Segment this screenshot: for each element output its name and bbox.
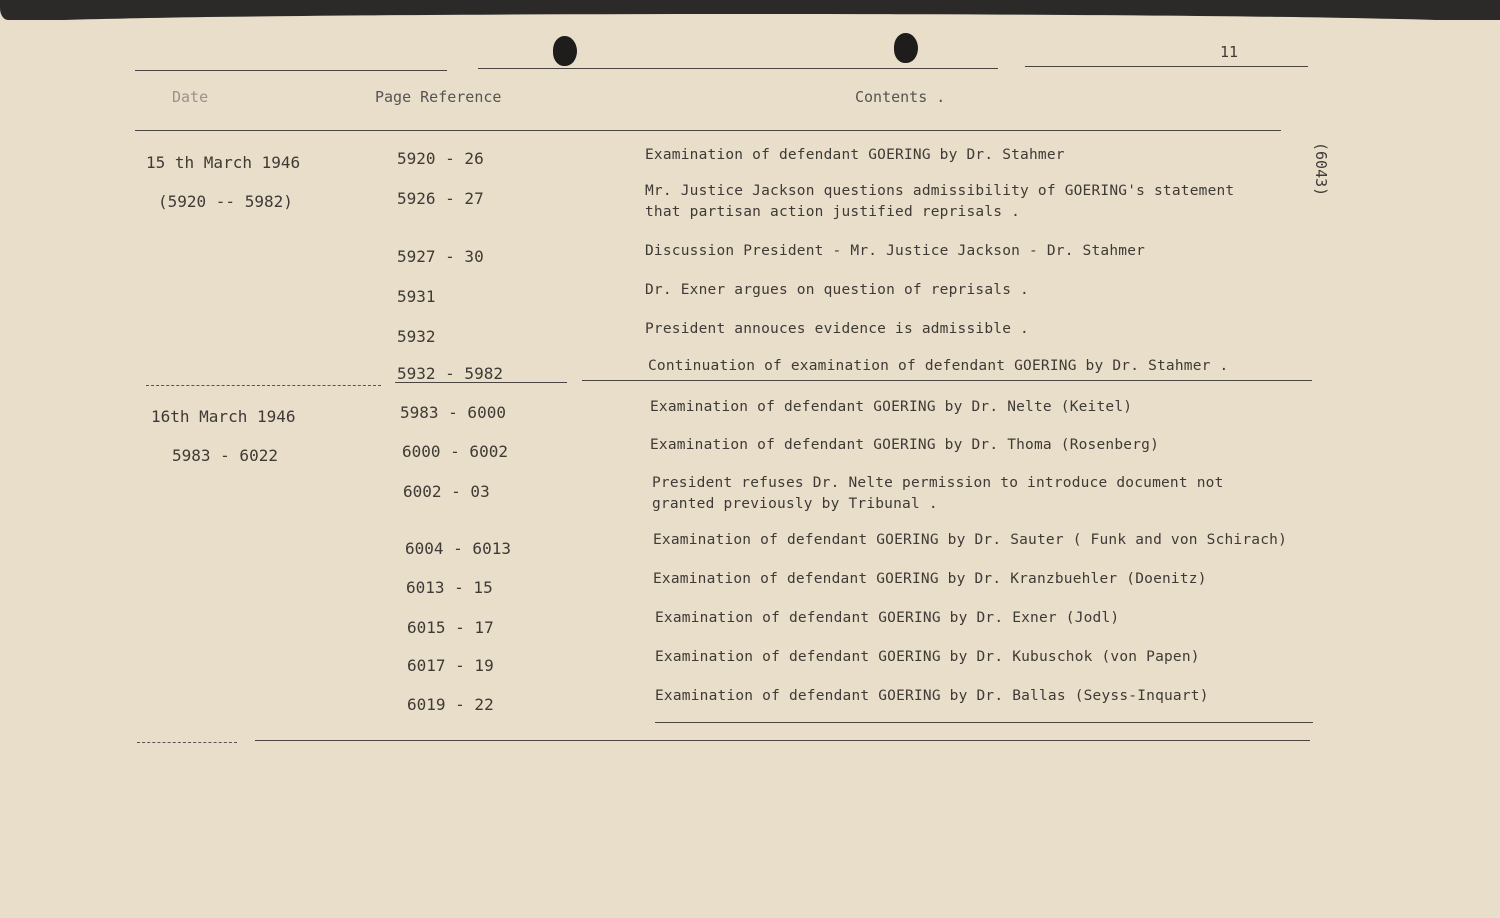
- entry-contents: Continuation of examination of defendant GOERING by Dr. Stahmer .: [648, 358, 1229, 374]
- entry-contents: Examination of defendant GOERING by Dr. Stahmer: [645, 147, 1065, 163]
- entry-contents: Examination of defendant GOERING by Dr. Thoma (Rosenberg): [650, 437, 1159, 453]
- entry-page-ref: 5983 - 6000: [400, 403, 506, 422]
- entry-contents: Discussion President - Mr. Justice Jackson - Dr. Stahmer: [645, 243, 1146, 259]
- punch-hole-right: [894, 33, 918, 63]
- entry-contents: Dr. Exner argues on question of reprisals .: [645, 282, 1029, 298]
- entry-page-ref: 5920 - 26: [397, 149, 484, 168]
- entry-contents: Examination of defendant GOERING by Dr. Kubuschok (von Papen): [655, 649, 1200, 665]
- entry-contents: President refuses Dr. Nelte permission to introduce document not granted previously by Tribunal .: [652, 475, 1224, 512]
- entry-page-ref: 6015 - 17: [407, 618, 494, 637]
- entry-contents: Examination of defendant GOERING by Dr. Ballas (Seyss-Inquart): [655, 688, 1209, 704]
- header-contents: Contents .: [855, 88, 946, 106]
- entry-page-ref: 5931: [397, 287, 436, 306]
- punch-hole-left: [553, 36, 577, 66]
- entry-page-ref: 5932 - 5982: [397, 364, 503, 383]
- session-2-date: 16th March 1946: [151, 407, 296, 426]
- session-2-range: 5983 - 6022: [172, 446, 278, 465]
- entry-page-ref: 6013 - 15: [406, 578, 493, 597]
- session-1-date: 15 th March 1946: [146, 153, 301, 172]
- entry-contents: Examination of defendant GOERING by Dr. Sauter ( Funk and von Schirach): [653, 532, 1288, 548]
- entry-page-ref: 6004 - 6013: [405, 539, 511, 558]
- entry-page-ref: 5927 - 30: [397, 247, 484, 266]
- page-number: 11: [1220, 43, 1239, 61]
- entry-contents: Examination of defendant GOERING by Dr. Kranzbuehler (Doenitz): [653, 571, 1207, 587]
- entry-page-ref: 5926 - 27: [397, 189, 484, 208]
- session-separator: [582, 380, 1312, 381]
- header-page-reference: Page Reference: [375, 88, 502, 106]
- entry-contents: Examination of defendant GOERING by Dr. Exner (Jodl): [655, 610, 1120, 626]
- margin-note: (6043): [1312, 142, 1330, 197]
- bottom-rule: [255, 740, 1310, 741]
- entry-contents: President annouces evidence is admissible .: [645, 321, 1029, 337]
- header-rule: [135, 130, 1281, 131]
- entry-page-ref: 6000 - 6002: [402, 442, 508, 461]
- entry-page-ref: 6019 - 22: [407, 695, 494, 714]
- session-1-range: (5920 -- 5982): [158, 192, 293, 211]
- entry-contents: Examination of defendant GOERING by Dr. Nelte (Keitel): [650, 399, 1133, 415]
- entry-page-ref: 5932: [397, 327, 436, 346]
- entry-contents: Mr. Justice Jackson questions admissibility of GOERING's statement that partisan action justified reprisals .: [645, 183, 1235, 220]
- header-date: Date: [172, 88, 209, 106]
- entry-page-ref: 6017 - 19: [407, 656, 494, 675]
- entry-page-ref: 6002 - 03: [403, 482, 490, 501]
